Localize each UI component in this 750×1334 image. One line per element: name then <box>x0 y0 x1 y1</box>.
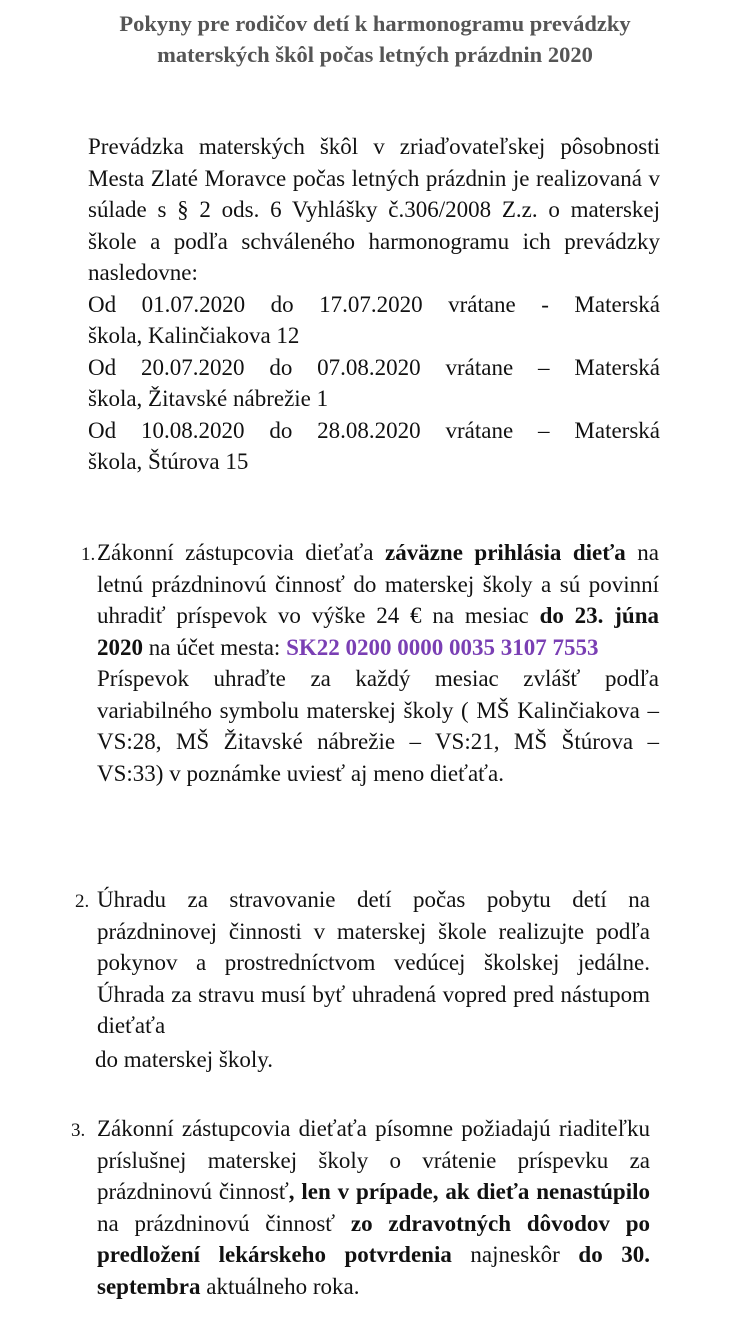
iban: SK22 0200 0000 0035 3107 7553 <box>286 634 599 660</box>
schedule-period: Od 01.07.2020 do 17.07.2020 vrátane - Materská <box>88 291 660 317</box>
schedule-school: škola, Žitavské nábrežie 1 <box>88 386 329 411</box>
list-item-3 <box>71 1113 651 1302</box>
intro-section <box>88 131 660 478</box>
item-paragraph: do materskej školy. <box>95 1046 274 1072</box>
deadline: do 23. júna 2020 <box>97 603 659 660</box>
list-item-2 <box>75 884 650 1075</box>
item-paragraph: Zákonní zástupcovia dieťaťa písomne požiadajú riaditeľku príslušnej materskej školy o vrátenie príspevku za prázdninovú činnosť, len v prípade, ak dieťa nenastúpilo na prázdninovú činnosť zo zdravotných dôvodov po predložení lekárskeho potvrdenia najneskôr do 30. septembra aktuálneho roka. <box>97 1116 651 1299</box>
emphasis: záväzne prihlásia dieťa <box>384 540 626 565</box>
emphasis: zo zdravotných dôvodov po predložení lekárskeho potvrdenia <box>97 1210 650 1267</box>
item-paragraph: Zákonní zástupcovia dieťaťa záväzne prihlásia dieťa na letnú prázdninovú činnosť do materskej školy a sú povinní uhradiť príspevok vo výške 24 € na mesiac do 23. júna 2020 na účet mesta: SK22 0200 0000 0035 3107 7553 <box>97 540 659 660</box>
deadline: do 30. septembra <box>97 1242 651 1299</box>
list-item-1 <box>81 537 659 789</box>
schedule-row <box>88 352 660 415</box>
emphasis: , len v prípade, ak dieťa nenastúpilo <box>288 1179 650 1204</box>
schedule-period: Od 10.08.2020 do 28.08.2020 vrátane – Materská <box>88 417 660 443</box>
schedule-school: škola, Štúrova 15 <box>88 449 249 474</box>
schedule-row <box>88 289 660 352</box>
list-number: 2. <box>75 891 90 912</box>
item-paragraph: Príspevok uhraďte za každý mesiac zvlášť podľa variabilného symbolu materskej školy ( MŠ Kalinčiakova – VS:28, MŠ Žitavské nábrežie – VS:21, MŠ Štúrova – VS:33) v poznámke uviesť aj meno dieťaťa. <box>97 666 659 786</box>
item-paragraph: Úhradu za stravovanie detí počas pobytu detí na prázdninovej činnosti v materskej škole realizujte podľa pokynov a prostredníctvom vedúcej školskej jedálne. Úhrada za stravu musí byť uhradená vopred pred nástupom dieťaťa <box>97 887 650 1038</box>
schedule-period: Od 20.07.2020 do 07.08.2020 vrátane – Materská <box>88 354 660 380</box>
list-number: 1. <box>81 544 96 565</box>
document-title: Pokyny pre rodičov detí k harmonogramu prevádzky materských škôl počas letných prázdnin 2020 <box>119 11 631 67</box>
schedule-row <box>88 415 660 478</box>
list-number: 3. <box>71 1120 86 1141</box>
intro-paragraph: Prevádzka materských škôl v zriaďovateľskej pôsobnosti Mesta Zlaté Moravce počas letných prázdnin je realizovaná v súlade s § 2 ods. 6 Vyhlášky č.306/2008 Z.z. o materskej škole a podľa schváleného harmonogramu ich prevádzky nasledovne: <box>88 134 660 285</box>
schedule-school: škola, Kalinčiakova 12 <box>88 323 300 348</box>
